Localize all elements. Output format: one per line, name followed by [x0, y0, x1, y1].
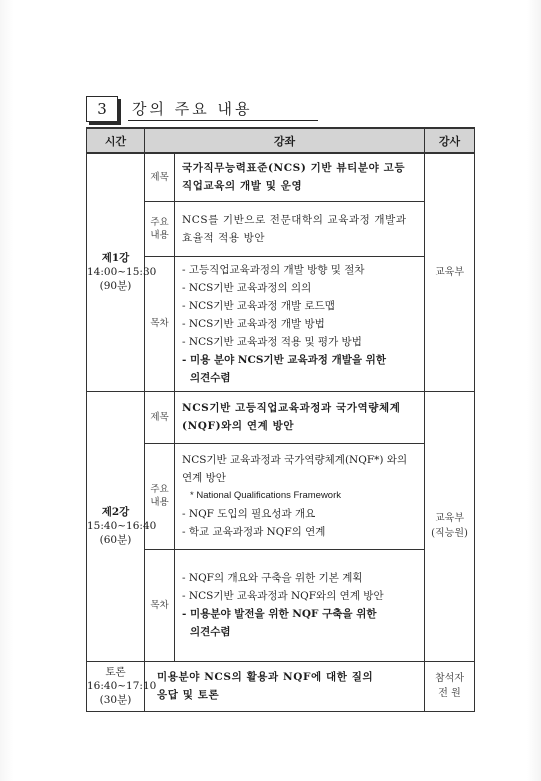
discussion-name: 토론	[105, 666, 126, 678]
session2-title-label: 제목	[145, 391, 175, 443]
discussion-lecturer-cell	[425, 661, 475, 711]
session2-toc-item: - NQF의 개요와 구축을 위한 기본 계획	[182, 572, 363, 584]
session2-toc-row	[87, 549, 475, 661]
session2-main-label-line: 주요	[150, 484, 169, 495]
table-header-row	[87, 128, 475, 153]
session1-title	[175, 153, 425, 201]
discussion-content	[145, 661, 425, 711]
discussion-content-line: 응답 및 토론	[157, 689, 220, 701]
session2-main-line: 연계 방안	[182, 472, 226, 484]
section-header	[86, 96, 456, 122]
session1-title-line: 국가직무능력표준(NCS) 기반 뷰티분야 고등	[182, 162, 406, 175]
session2-main	[175, 443, 425, 549]
session1-main-label	[145, 201, 175, 256]
session2-title-row	[87, 391, 475, 443]
session2-name: 제2강	[101, 506, 130, 518]
discussion-lecturer: 참석자	[435, 673, 464, 684]
session1-toc-item: - NCS기반 교육과정의 의의	[182, 281, 312, 294]
discussion-content-line: 미용분야 NCS의 활용과 NQF에 대한 질의	[157, 671, 374, 683]
session2-toc-item: - 미용분야 발전을 위한 NQF 구축을 위한	[182, 608, 377, 620]
session2-main-label	[145, 443, 175, 549]
section-title-underline	[128, 120, 318, 121]
session2-main-line: NCS기반 교육과정과 국가역량체계(NQF*) 와의	[182, 454, 408, 466]
session2-main-label-line: 내용	[150, 497, 169, 508]
session1-main-row	[87, 201, 475, 256]
session1-main-label-line: 내용	[150, 229, 169, 241]
section-number-box: 3	[86, 96, 118, 122]
session2-main-line: - NQF 도입의 필요성과 개요	[182, 508, 316, 520]
session1-toc-item: - NCS기반 교육과정 적용 및 평가 방법	[182, 335, 362, 348]
session1-main-line: 효율적 적용 방안	[182, 231, 266, 244]
session2-toc-item: 의견수렴	[190, 626, 231, 638]
session2-main-row	[87, 443, 475, 549]
session2-toc	[175, 549, 425, 661]
session2-title-line: (NQF)와의 연계 방안	[182, 420, 295, 432]
session1-toc-item: - NCS기반 교육과정 개발 로드맵	[182, 299, 335, 312]
session1-main	[175, 201, 425, 256]
session1-toc	[175, 256, 425, 391]
lecture-schedule-table	[86, 127, 475, 712]
session2-time: 15:40~16:40	[87, 520, 157, 532]
session1-toc-item: 의견수렴	[190, 371, 231, 384]
session1-title-row	[87, 153, 475, 201]
session2-title	[175, 391, 425, 443]
session1-toc-item: - 미용 분야 NCS기반 교육과정 개발을 위한	[182, 353, 386, 366]
session2-duration: (60분)	[99, 534, 132, 546]
session1-title-label: 제목	[145, 153, 175, 201]
discussion-lecturer: 전 원	[438, 688, 461, 699]
session1-main-label-line: 주요	[150, 216, 169, 228]
discussion-duration: (30분)	[99, 694, 132, 706]
session2-time-cell	[87, 391, 157, 661]
header-lecture: 강좌	[145, 128, 425, 153]
header-lecturer: 강사	[425, 128, 475, 153]
discussion-time: 16:40~17:10	[87, 680, 157, 692]
session1-toc-label: 목차	[145, 256, 175, 391]
session2-title-line: NCS기반 고등직업교육과정과 국가역량체계	[182, 402, 401, 414]
discussion-time-cell	[87, 661, 157, 711]
session1-lecturer-cell	[425, 153, 475, 391]
session1-toc-item: - 고등직업교육과정의 개발 방향 및 절차	[182, 263, 365, 276]
session2-lecturer: 교육부	[435, 513, 464, 524]
session1-time-cell	[87, 153, 157, 391]
section-title: 강의 주요 내용	[132, 100, 253, 118]
session1-duration: (90분)	[99, 280, 132, 293]
session1-toc-item: - NCS기반 교육과정 개발 방법	[182, 317, 325, 330]
session2-main-footnote: * National Qualifications Framework	[190, 490, 342, 501]
session2-lecturer-sub: (직능원)	[431, 528, 468, 539]
session1-time: 14:00~15:30	[87, 266, 157, 279]
session1-name: 제1강	[101, 252, 130, 265]
header-time: 시간	[87, 128, 145, 153]
session1-main-line: NCS를 기반으로 전문대학의 교육과정 개발과	[182, 213, 407, 226]
session1-lecturer: 교육부	[435, 266, 464, 278]
session2-lecturer-cell	[425, 391, 475, 661]
session2-toc-label: 목차	[145, 549, 175, 661]
session2-main-line: - 학교 교육과정과 NQF의 연계	[182, 526, 326, 538]
session2-toc-item: - NCS기반 교육과정과 NQF와의 연계 방안	[182, 590, 384, 602]
discussion-row	[87, 661, 475, 711]
session1-title-line: 직업교육의 개발 및 운영	[182, 180, 303, 193]
